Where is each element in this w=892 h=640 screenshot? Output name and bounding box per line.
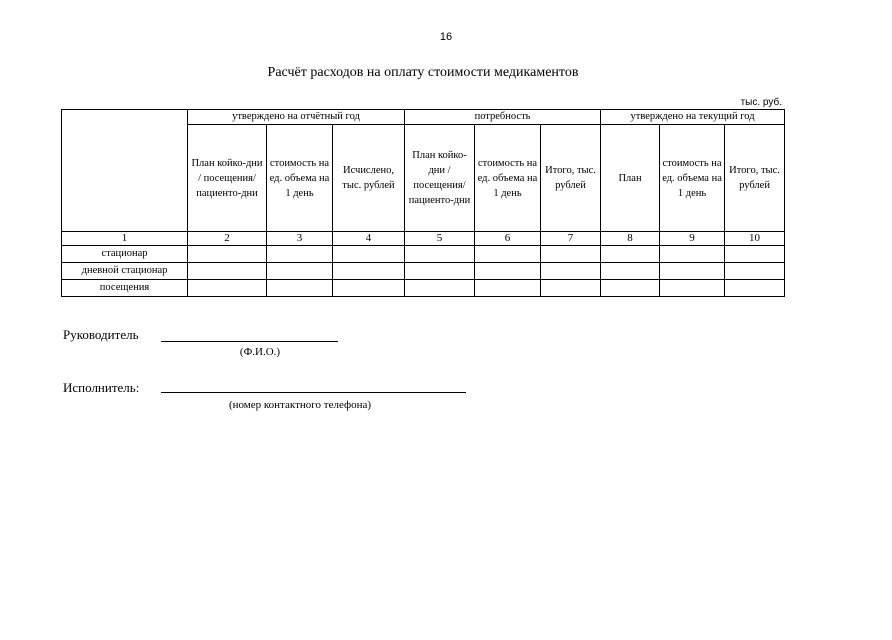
expense-table bbox=[61, 109, 785, 297]
column-number: 7 bbox=[541, 232, 601, 246]
row-label-day-hospital: дневной стационар bbox=[62, 263, 188, 280]
column-number: 9 bbox=[660, 232, 725, 246]
group-header-need: потребность bbox=[405, 110, 601, 125]
subheader-cell: План койко-дни / посещения/ пациенто-дни bbox=[188, 125, 267, 232]
table-cell[interactable] bbox=[541, 280, 601, 297]
executor-label: Исполнитель: bbox=[63, 380, 140, 395]
table-cell[interactable] bbox=[405, 246, 475, 263]
subheader-cell: План bbox=[601, 125, 660, 232]
column-number: 5 bbox=[405, 232, 475, 246]
column-number: 8 bbox=[601, 232, 660, 246]
table-row bbox=[62, 246, 785, 263]
header-corner-cell bbox=[62, 110, 188, 232]
column-number: 4 bbox=[333, 232, 405, 246]
row-label-inpatient: стационар bbox=[62, 246, 188, 263]
table-cell[interactable] bbox=[725, 246, 785, 263]
table-cell[interactable] bbox=[601, 263, 660, 280]
table-cell[interactable] bbox=[660, 263, 725, 280]
head-signature-line[interactable] bbox=[161, 341, 338, 342]
table-cell[interactable] bbox=[333, 263, 405, 280]
table-cell[interactable] bbox=[475, 246, 541, 263]
subheader-cell: Исчислено, тыс. рублей bbox=[333, 125, 405, 232]
table-cell[interactable] bbox=[725, 280, 785, 297]
table-cell[interactable] bbox=[267, 280, 333, 297]
table-cell[interactable] bbox=[188, 246, 267, 263]
subheader-cell: стоимость на ед. объема на 1 день bbox=[267, 125, 333, 232]
column-number: 6 bbox=[475, 232, 541, 246]
table-cell[interactable] bbox=[541, 263, 601, 280]
table-cell[interactable] bbox=[725, 263, 785, 280]
column-number: 1 bbox=[62, 232, 188, 246]
units-label: тыс. руб. bbox=[740, 97, 782, 108]
head-hint: (Ф.И.О.) bbox=[239, 346, 281, 358]
table-cell[interactable] bbox=[601, 246, 660, 263]
table-cell[interactable] bbox=[405, 280, 475, 297]
executor-hint: (номер контактного телефона) bbox=[228, 399, 372, 411]
table-cell[interactable] bbox=[541, 246, 601, 263]
subheader-cell: План койко-дни / посещения/ пациенто-дни bbox=[405, 125, 475, 232]
subheader-cell: стоимость на ед. объема на 1 день bbox=[660, 125, 725, 232]
column-number: 3 bbox=[267, 232, 333, 246]
head-label: Руководитель bbox=[63, 327, 139, 342]
table-row bbox=[62, 280, 785, 297]
table-cell[interactable] bbox=[475, 280, 541, 297]
table-cell[interactable] bbox=[333, 246, 405, 263]
table-row bbox=[62, 263, 785, 280]
column-number-row bbox=[62, 232, 785, 246]
table-cell[interactable] bbox=[405, 263, 475, 280]
column-number: 10 bbox=[725, 232, 785, 246]
subheader-cell: Итого, тыс. рублей bbox=[725, 125, 785, 232]
table-cell[interactable] bbox=[188, 280, 267, 297]
column-number: 2 bbox=[188, 232, 267, 246]
table-cell[interactable] bbox=[267, 263, 333, 280]
document-title: Расчёт расходов на оплату стоимости медикаментов bbox=[267, 65, 579, 80]
executor-signature-line[interactable] bbox=[161, 392, 466, 393]
table-cell[interactable] bbox=[475, 263, 541, 280]
subheader-cell: Итого, тыс. рублей bbox=[541, 125, 601, 232]
table-cell[interactable] bbox=[601, 280, 660, 297]
table-cell[interactable] bbox=[267, 246, 333, 263]
group-header-current-year: утверждено на текущий год bbox=[601, 110, 785, 125]
page-number: 16 bbox=[439, 31, 453, 43]
row-label-visits: посещения bbox=[62, 280, 188, 297]
table-cell[interactable] bbox=[333, 280, 405, 297]
subheader-cell: стоимость на ед. объема на 1 день bbox=[475, 125, 541, 232]
table-cell[interactable] bbox=[660, 280, 725, 297]
table-cell[interactable] bbox=[188, 263, 267, 280]
table-header-groups bbox=[62, 110, 785, 125]
group-header-reported-year: утверждено на отчётный год bbox=[188, 110, 405, 125]
table-cell[interactable] bbox=[660, 246, 725, 263]
